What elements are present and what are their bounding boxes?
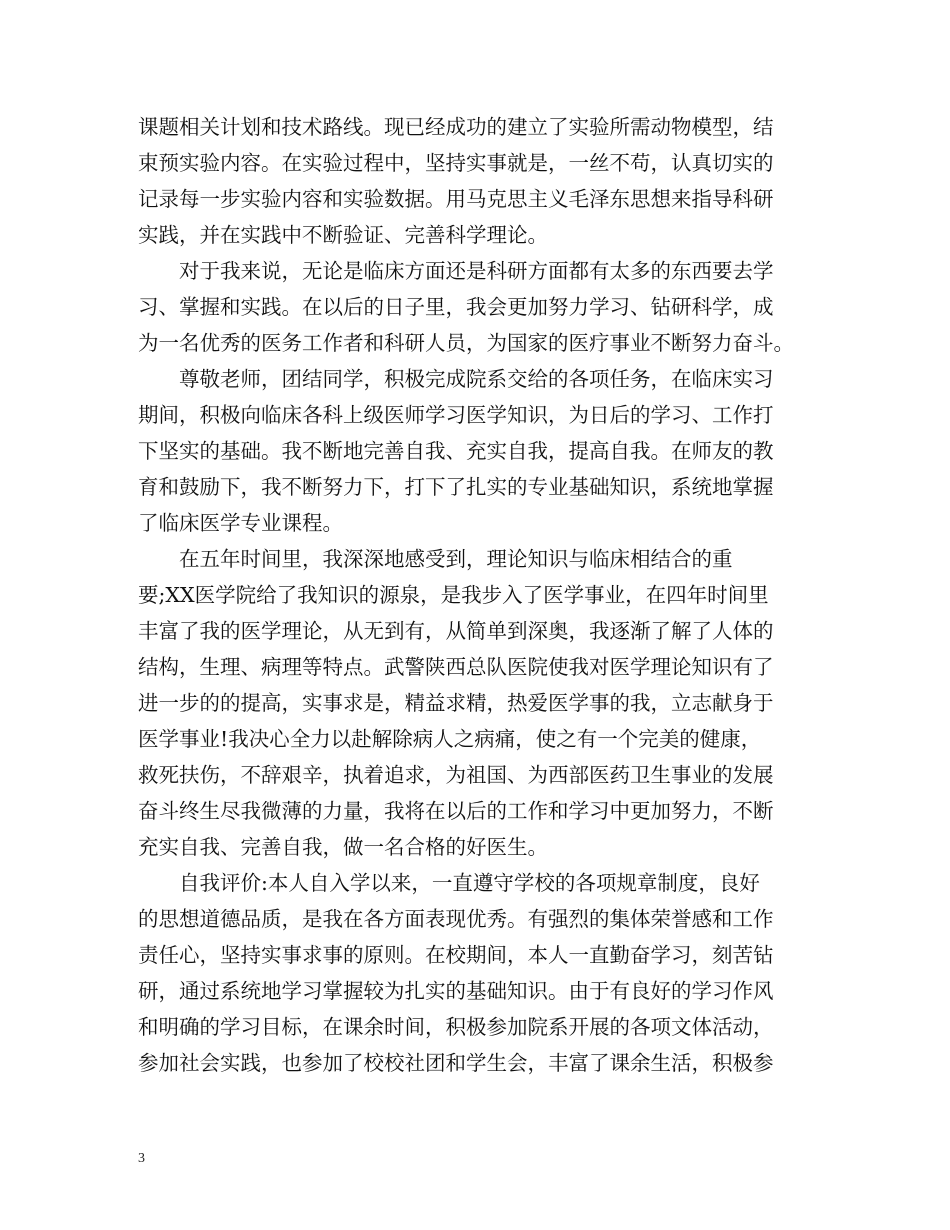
body-text-line: 育和鼓励下，我不断努力下，打下了扎实的专业基础知识，系统地掌握	[138, 475, 774, 499]
body-text-line: 实践，并在实践中不断验证、完善科学理论。	[138, 223, 548, 247]
body-text-line: 参加社会实践，也参加了校校社团和学生会，丰富了课余生活，积极参	[138, 1051, 774, 1075]
body-text-line: 责任心，坚持实事求事的原则。在校期间，本人一直勤奋学习，刻苦钻	[138, 943, 774, 967]
body-text-line: 和明确的学习目标，在课余时间，积极参加院系开展的各项文体活动，	[138, 1015, 774, 1039]
paragraph-first-line: 对于我来说，无论是临床方面还是科研方面都有太多的东西要去学	[179, 259, 774, 283]
body-text-line: 习、掌握和实践。在以后的日子里，我会更加努力学习、钻研科学，成	[138, 295, 774, 319]
body-text-line: 充实自我、完善自我，做一名合格的好医生。	[138, 835, 548, 859]
body-text-line: 研，通过系统地学习掌握较为扎实的基础知识。由于有良好的学习作风	[138, 979, 774, 1003]
body-text-line: 奋斗终生尽我微薄的力量，我将在以后的工作和学习中更加努力，不断	[138, 799, 774, 823]
body-text-line: 期间，积极向临床各科上级医师学习医学知识，为日后的学习、工作打	[138, 403, 774, 427]
paragraph-first-line: 尊敬老师，团结同学，积极完成院系交给的各项任务，在临床实习	[179, 367, 774, 391]
body-text-line: 的思想道德品质，是我在各方面表现优秀。有强烈的集体荣誉感和工作	[138, 907, 774, 931]
body-text-line: 救死扶伤，不辞艰辛，执着追求，为祖国、为西部医药卫生事业的发展	[138, 763, 774, 787]
body-text-line: 丰富了我的医学理论，从无到有，从简单到深奥，我逐渐了解了人体的	[138, 619, 774, 643]
paragraph-first-line: 在五年时间里，我深深地感受到，理论知识与临床相结合的重	[179, 547, 733, 571]
body-text-line: 课题相关计划和技术路线。现已经成功的建立了实验所需动物模型，结	[138, 115, 774, 139]
body-text-line: 要;XX医学院给了我知识的源泉，是我步入了医学事业，在四年时间里	[138, 583, 769, 607]
body-text-line: 进一步的的提高，实事求是，精益求精，热爱医学事的我，立志献身于	[138, 691, 774, 715]
body-text-line: 下坚实的基础。我不断地完善自我、充实自我，提高自我。在师友的教	[138, 439, 774, 463]
page-number: 3	[138, 1151, 145, 1166]
body-text-line: 结构，生理、病理等特点。武警陕西总队医院使我对医学理论知识有了	[138, 655, 774, 679]
body-text-line: 为一名优秀的医务工作者和科研人员，为国家的医疗事业不断努力奋斗。	[138, 331, 794, 355]
body-text-line: 了临床医学专业课程。	[138, 511, 343, 535]
body-text-line: 记录每一步实验内容和实验数据。用马克思主义毛泽东思想来指导科研	[138, 187, 774, 211]
paragraph-first-line: 自我评价:本人自入学以来，一直遵守学校的各项规章制度，良好	[179, 871, 760, 895]
body-text-line: 束预实验内容。在实验过程中，坚持实事就是，一丝不苟，认真切实的	[138, 151, 774, 175]
body-text-line: 医学事业!我决心全力以赴解除病人之病痛，使之有一个完美的健康，	[138, 727, 762, 751]
